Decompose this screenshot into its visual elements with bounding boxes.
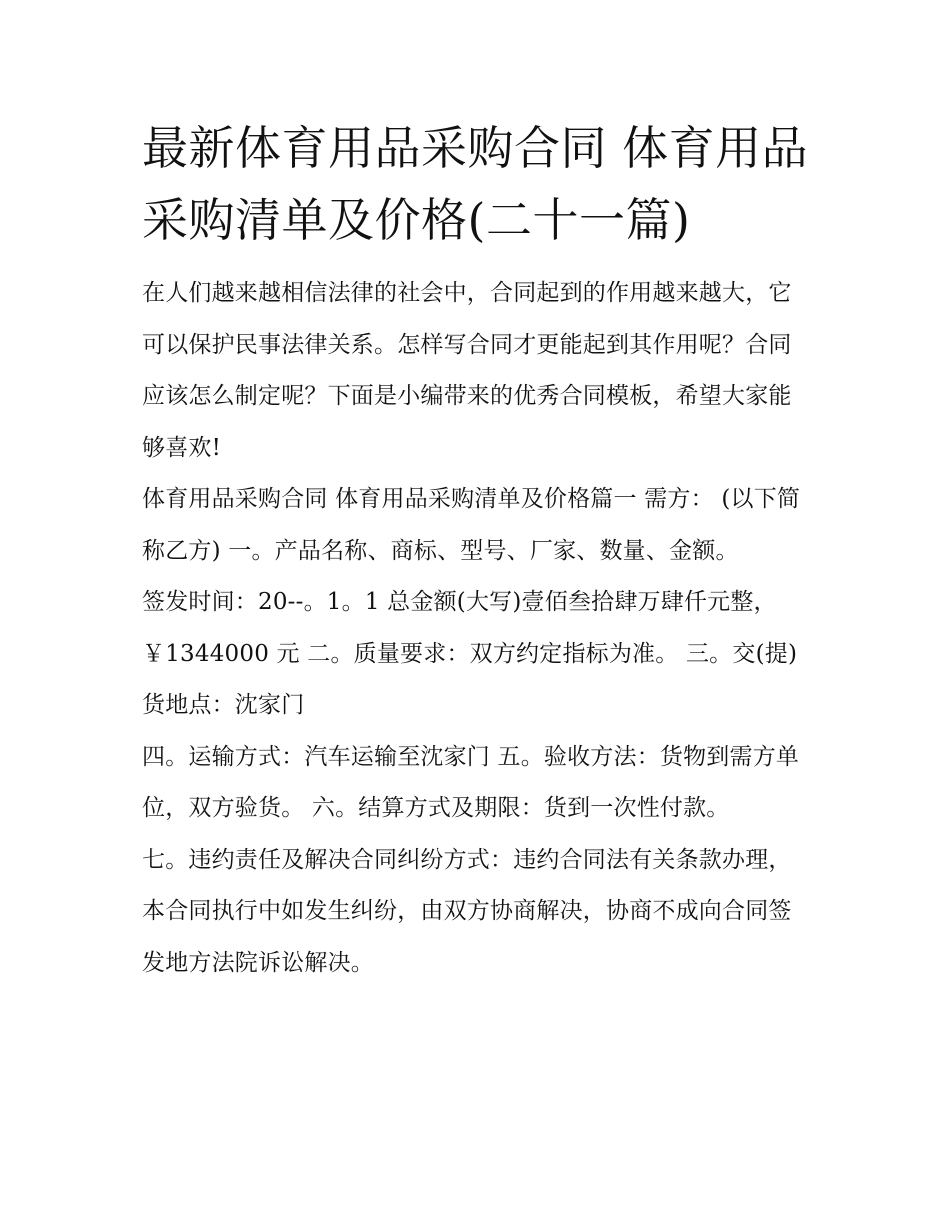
intro-paragraph: 在人们越来越相信法律的社会中，合同起到的作用越来越大，它可以保护民事法律关系。怎样写合同才更能起到其作用呢？合同应该怎么制定呢？下面是小编带来的优秀合同模板，希望大家能够喜欢! bbox=[142, 280, 792, 461]
contract-transport-paragraph: 四。运输方式：汽车运输至沈家门 五。验收方法：货物到需方单位，双方验货。 六。结算方式及期限：货到一次性付款。 bbox=[142, 743, 800, 821]
contract-parties-paragraph: 体育用品采购合同 体育用品采购清单及价格篇一 需方： (以下简称乙方) 一。产品名称、商标、型号、厂家、数量、金额。 bbox=[142, 486, 801, 564]
document-title: 最新体育用品采购合同 体育用品采购清单及价格(二十一篇) bbox=[142, 121, 809, 247]
document-body bbox=[142, 112, 814, 989]
contract-liability-paragraph: 七。违约责任及解决合同纠纷方式：违约合同法有关条款办理，本合同执行中如发生纠纷，由双方协商解决，协商不成向合同签发地方法院诉讼解决。 bbox=[142, 846, 792, 976]
contract-amount-paragraph: 签发时间：20--。1。1 总金额(大写)壹佰叁拾肆万肆仟元整，￥1344000 元 二。质量要求：双方约定指标为准。 三。交(提)货地点：沈家门 bbox=[142, 589, 798, 718]
